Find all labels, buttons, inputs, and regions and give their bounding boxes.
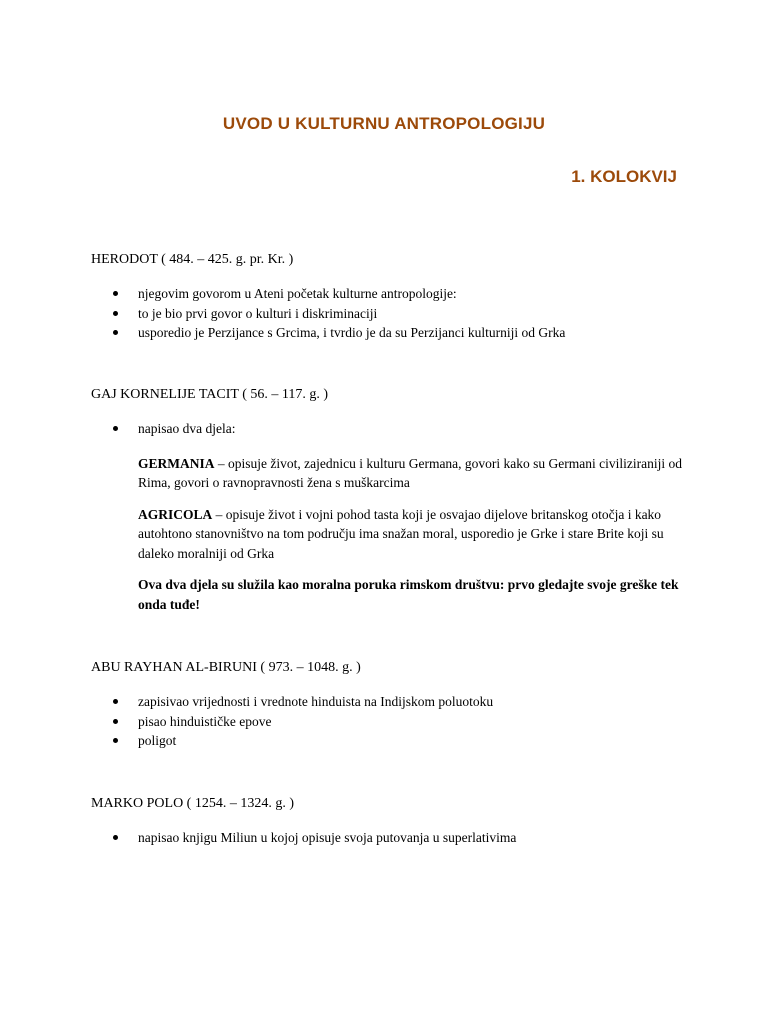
bullet-icon xyxy=(113,330,118,335)
section-heading: ABU RAYHAN AL-BIRUNI ( 973. – 1048. g. ) xyxy=(91,660,361,675)
list-item xyxy=(91,419,691,439)
bullet-icon xyxy=(113,719,118,724)
document-subtitle: 1. KOLOKVIJ xyxy=(571,167,677,186)
bullet-list xyxy=(91,284,691,343)
bullet-list xyxy=(91,828,691,848)
bullet-icon xyxy=(113,426,118,431)
germania-text: – opisuje život, zajednicu i kulturu Germana, govori kako su Germani civilizirаniji od Rima, govori o ravnopravnosti žena s muškarcima xyxy=(138,455,683,490)
bullet-icon xyxy=(113,699,118,704)
list-item-text: poligot xyxy=(138,733,177,748)
list-item-text: to je bio prvi govor o kulturi i diskriminaciji xyxy=(138,305,378,321)
section-heading: MARKO POLO ( 1254. – 1324. g. ) xyxy=(91,796,294,811)
list-item-text: njegovim govorom u Ateni početak kulturne antropologije: xyxy=(138,286,457,301)
list-item xyxy=(91,284,691,304)
list-item xyxy=(91,712,691,732)
bullet-list xyxy=(91,419,691,439)
list-item xyxy=(91,692,691,712)
moral-paragraph: Ova dva djela su služila kao moralna poruka rimskom društvu: prvo gledajte svoje greške tek onda tuđe! xyxy=(138,577,679,612)
bullet-icon xyxy=(113,311,118,316)
list-item-text: zapisivao vrijednosti i vrednote hinduista na Indijskom poluotoku xyxy=(138,694,494,709)
bullet-icon xyxy=(113,291,118,296)
section-heading: HERODOT ( 484. – 425. g. pr. Kr. ) xyxy=(91,252,294,267)
section-herodot xyxy=(91,251,691,343)
list-item-text: usporedio je Perzijance s Grcima, i tvrdio je da su Perzijanci kulturniji od Grka xyxy=(138,325,566,340)
document-title: UVOD U KULTURNU ANTROPOLOGIJU xyxy=(222,114,546,133)
germania-paragraph xyxy=(91,454,691,493)
bullet-icon xyxy=(113,835,118,840)
bullet-icon xyxy=(113,738,118,743)
list-item xyxy=(91,323,691,343)
agricola-text: – opisuje život i vojni pohod tasta koji je osvajao dijelove britanskog otočja i kako autohtono stanovništvo na tom području ima snažan moral, usporedio je Grke i stare Brite koji su daleko moralniji od Grka xyxy=(138,506,664,561)
list-item xyxy=(91,828,691,848)
section-biruni xyxy=(91,659,691,751)
section-polo xyxy=(91,795,691,848)
bullet-list xyxy=(91,692,691,751)
list-item xyxy=(91,304,691,324)
agricola-paragraph xyxy=(91,505,691,564)
list-item-text: pisao hinduističke epove xyxy=(138,713,272,729)
section-heading: GAJ KORNELIJE TACIT ( 56. – 117. g. ) xyxy=(91,387,328,402)
section-tacit xyxy=(91,386,691,614)
germania-term: GERMANIA xyxy=(138,455,215,471)
list-item xyxy=(91,731,691,751)
agricola-term: AGRICOLA xyxy=(138,506,213,522)
list-item-text: napisao dva djela: xyxy=(138,421,236,436)
list-item-text: napisao knjigu Miliun u kojoj opisuje svoja putovanja u superlativima xyxy=(138,830,517,845)
